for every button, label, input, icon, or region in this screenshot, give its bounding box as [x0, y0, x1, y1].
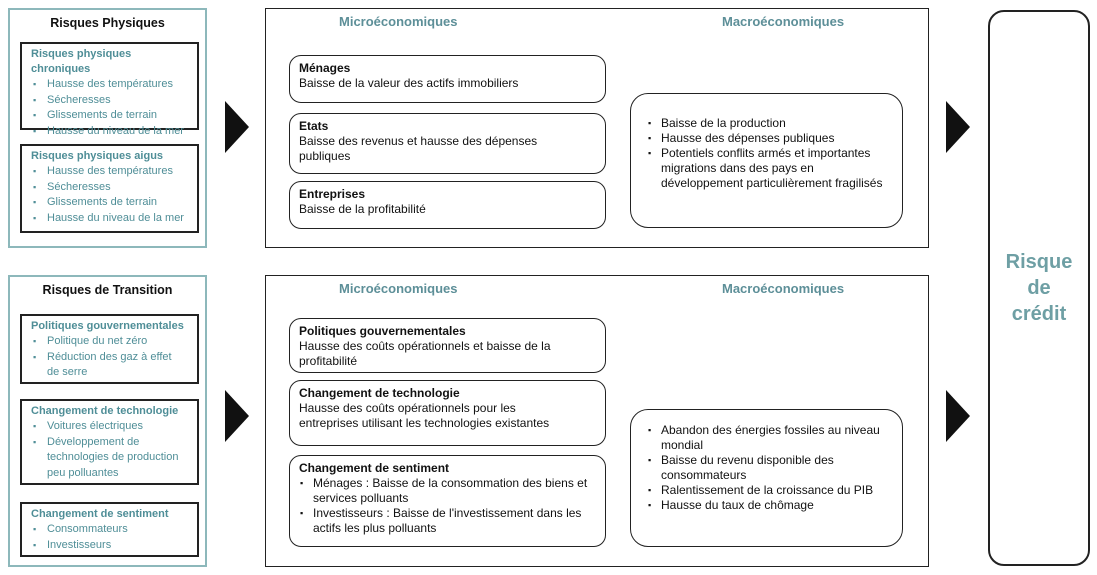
arrow-right-icon [225, 390, 249, 442]
sentiment-change-title: Changement de sentiment [299, 461, 450, 475]
sentiment-change-list [299, 476, 596, 536]
list-item: ▪ Investisseurs : Baisse de l'investissement dans les actifs les plus polluants [299, 506, 596, 536]
list-item: ▪ Ménages : Baisse de la consommation des biens et services polluants [299, 476, 596, 506]
physical-impacts-panel [265, 8, 929, 248]
list-item: ▪ Baisse de la production [647, 116, 892, 131]
micro-heading: Microéconomiques [339, 14, 458, 29]
physical-macro-box [630, 93, 903, 228]
list-item: ▪ Glissements de terrain [31, 108, 191, 124]
credit-risk-box [988, 10, 1090, 566]
chronic-risks-list [31, 77, 191, 139]
list-item: ▪ Potentiels conflits armés et importantes migrations dans des pays en développement particulièrement fragilisés [647, 146, 892, 191]
tech-change-box [289, 380, 606, 446]
households-title: Ménages [299, 61, 351, 75]
list-item: ▪ Développement de technologies de production peu polluantes [31, 435, 191, 482]
transition-risks-panel [8, 275, 207, 567]
arrow-right-icon [946, 390, 970, 442]
list-item: ▪ Sécheresses [31, 93, 191, 109]
transition-macro-box [630, 409, 903, 547]
sentiment-box [20, 502, 199, 557]
states-box [289, 113, 606, 174]
list-item: ▪ Sécheresses [31, 180, 191, 196]
chronic-risks-title: Risques physiques chroniques [31, 48, 132, 75]
sentiment-title: Changement de sentiment [31, 508, 169, 520]
technology-title: Changement de technologie [31, 405, 179, 417]
list-item: ▪ Glissements de terrain [31, 195, 191, 211]
gov-policies-title: Politiques gouvernementales [299, 324, 466, 338]
policies-list [31, 334, 191, 381]
list-item: ▪ Politique du net zéro [31, 334, 191, 350]
micro-heading: Microéconomiques [339, 281, 458, 296]
list-item: ▪ Abandon des énergies fossiles au niveau mondial [647, 423, 892, 453]
companies-text: Baisse de la profitabilité [299, 202, 426, 216]
list-item: ▪ Hausse des températures [31, 77, 191, 93]
technology-list [31, 419, 191, 481]
transition-risks-title: Risques de Transition [42, 283, 173, 297]
list-item: ▪ Voitures électriques [31, 419, 191, 435]
tech-change-title: Changement de technologie [299, 386, 460, 400]
macro-heading: Macroéconomiques [722, 14, 845, 29]
gov-policies-text: Hausse des coûts opérationnels et baisse de la profitabilité [299, 339, 551, 368]
list-item: ▪ Hausse du niveau de la mer [31, 211, 191, 227]
households-text: Baisse de la valeur des actifs immobiliers [299, 76, 519, 90]
list-item: ▪ Hausse des températures [31, 164, 191, 180]
macro-heading: Macroéconomiques [722, 281, 845, 296]
policies-box [20, 314, 199, 384]
states-title: Etats [299, 119, 329, 133]
list-item: ▪ Hausse du taux de chômage [647, 498, 892, 513]
households-box [289, 55, 606, 103]
list-item: ▪ Hausse du niveau de la mer [31, 124, 191, 140]
companies-box [289, 181, 606, 229]
list-item: ▪ Investisseurs [31, 538, 191, 554]
transition-impacts-panel [265, 275, 929, 567]
list-item: ▪ Réduction des gaz à effet de serre [31, 350, 191, 381]
technology-box [20, 399, 199, 485]
acute-risks-box [20, 144, 199, 233]
acute-risks-title: Risques physiques aigus [31, 150, 164, 162]
physical-risks-panel [8, 8, 207, 248]
chronic-risks-box [20, 42, 199, 137]
list-item: ▪ Baisse du revenu disponible des consommateurs [647, 453, 892, 483]
list-item: ▪ Hausse des dépenses publiques [647, 131, 892, 146]
list-item: ▪ Ralentissement de la croissance du PIB [647, 483, 892, 498]
list-item: ▪ Consommateurs [31, 522, 191, 538]
states-text: Baisse des revenus et hausse des dépenses publiques [299, 134, 538, 163]
tech-change-text: Hausse des coûts opérationnels pour les entreprises utilisant les technologies existantes [299, 401, 550, 430]
arrow-right-icon [225, 101, 249, 153]
sentiment-list [31, 522, 191, 553]
gov-policies-box [289, 318, 606, 373]
physical-macro-list [647, 116, 892, 191]
arrow-right-icon [946, 101, 970, 153]
transition-macro-list [647, 423, 892, 513]
acute-risks-list [31, 164, 191, 226]
physical-risks-title: Risques Physiques [50, 16, 165, 30]
companies-title: Entreprises [299, 187, 366, 201]
sentiment-change-box [289, 455, 606, 547]
policies-title: Politiques gouvernementales [31, 320, 184, 332]
credit-risk-label: Risque de crédit [1005, 251, 1073, 325]
